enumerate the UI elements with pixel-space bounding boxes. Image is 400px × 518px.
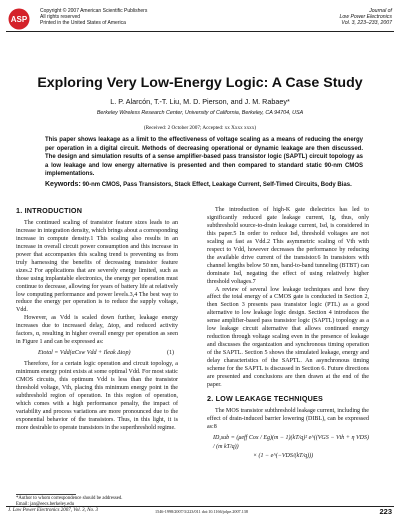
header-rule bbox=[6, 31, 394, 32]
page-number: 223 bbox=[379, 507, 392, 516]
footer-journal: J. Low Power Electronics 2007, Vol. 3, No. 3 bbox=[8, 508, 98, 513]
equation-1 bbox=[16, 347, 178, 361]
equation-2 bbox=[207, 432, 369, 463]
section-heading-intro: 1. INTRODUCTION bbox=[16, 206, 83, 215]
keywords-label: Keywords: bbox=[45, 181, 81, 188]
footnote-email: Email: jan@eecs.berkeley.edu bbox=[16, 501, 75, 507]
copyright-line: Copyright © 2007 American Scientific Publishers bbox=[40, 8, 148, 14]
affiliation: Berkeley Wireless Research Center, University of California, Berkeley, CA 94704, USA bbox=[96, 110, 304, 116]
journal-line1: Journal of bbox=[369, 8, 392, 14]
equation-2-line1: ID,sub = (μeff Cox / Eg)(m − 1)(kT/q)² e^((VGS − Vth + η VDS) / (m kT/q)) bbox=[213, 434, 369, 450]
journal-line2: Low Power Electronics bbox=[339, 14, 392, 21]
section-heading-leakage: 2. LOW LEAKAGE TECHNIQUES bbox=[207, 393, 324, 403]
intro-paragraph-1: The continued scaling of transistor feature sizes leads to an increase in integration density, which brings about a corresponding increase in compute density.1 This scaling also results in an increase in overall circuit power consumption and this increase in power that accompanies this scaling trend is preventing us from truly harnessing the benefits of decreasing transistor feature sizes.2 For applications that are severely energy limited, such as those using implantable electronics, the energy per operation must continue to decrease, allowing for years of battery life at relatively low computing performance and power levels.3,4 The best way to reduce the energy per operation is to reduce the supply voltage, Vdd. bbox=[16, 219, 178, 314]
equation-2-line2: × (1 − e^(−VDS/(kT/q))) bbox=[253, 452, 314, 459]
intro-paragraph-3: Therefore, for a certain logic operation and circuit topology, a minimum energy point exists at some optimal Vdd. For most static CMOS circuits, this optimum Vdd is less than the transistor threshold voltage, Vth, placing this minimum energy point in the subthreshold region of operation. In this region of operation, which comes with a high performance penalty, the impact of variability and process variations are more pronounced due to the exponential behavior of the transistors. Thus, in this light, it is more desirable to operate transistors in the superthreshold regime. bbox=[16, 361, 178, 431]
journal-volume: Vol. 3, 223–233, 2007 bbox=[341, 20, 392, 27]
received-dates: (Received: 2 October 2007; Accepted: xx Xxxx xxxx) bbox=[143, 125, 257, 131]
author-list: L. P. Alarcón, T.-T. Liu, M. D. Pierson, and J. M. Rabaey* bbox=[110, 97, 290, 106]
intro-paragraph-2: However, as Vdd is scaled down further, leakage energy increases due to increased delay, Δtop, and reduced activity factors, α, resulting in higher overall energy per operation as seen in Figure 1 and can be expressed as: bbox=[16, 315, 178, 346]
leakage-paragraph-1: The MOS transistor subthreshold leakage current, including the effect of drain-induced barrier lowering (DIBL), can be expressed as:8 bbox=[207, 407, 369, 430]
paper-title: Exploring Very Low-Energy Logic: A Case Study bbox=[37, 75, 363, 91]
keywords-text: 90-nm CMOS, Pass Transistors, Stack Effect, Leakage Current, Self-Timed Circuits, Body Bias. bbox=[82, 182, 352, 188]
svg-text:ASP: ASP bbox=[10, 14, 28, 24]
right-paragraph-2: A review of several low leakage techniques and how they affect the total energy of a CMOS gate is conducted in Section 2, then Section 3 presents pass transistor logic (PTL) as a good alternative to low leakage logic design. Section 4 introduces the sense amplifier-based pass transistor logic (SAPTL) topology as a low leakage circuit alternative that allows continued energy reduction through voltage scaling even in the presence of leakage and discusses the organization and synchronous timing operation of the SAPTL. Section 5 shows the simulated leakage, energy and delay characteristics of the SAPTL. An asynchronous timing scheme for the SAPTL is discussed in Section 6. Future directions are presented and conclusions are then drawn at the end of the paper. bbox=[207, 286, 369, 388]
left-column bbox=[16, 207, 178, 433]
right-column bbox=[207, 207, 369, 463]
footnote-rule bbox=[16, 494, 76, 495]
footer-ids: 1546-1998/2007/3/223/011 doi:10.1166/jolpe.2007.138 bbox=[155, 509, 248, 514]
equation-1-body: Etotal = Vdd(αCsw Vdd + Ileak Δtop) bbox=[38, 350, 131, 357]
right-paragraph-1: The introduction of high-K gate dielectrics has led to significantly reduced gate leakage current, Ig, thus, only subthreshold source-to-drain leakage current, Isd, is considered in this paper.5 In order to reduce Isd, threshold voltages are not scaling as fast as Vdd.2 This asymmetric scaling of Vth with respect to Vdd, however decreases the performance by reducing the available drive current of the transistor.6 In transistors with channel lengths below 50 nm, band-to-band tunneling (BTBT) can dominate Isd, negating the effect of using relatively higher threshold voltages.7 bbox=[207, 207, 369, 285]
rights-line: All rights reserved bbox=[40, 14, 81, 21]
abstract: This paper shows leakage as a limit to the effectiveness of voltage scaling as a means of reducing the energy per operation in a digital circuit. Methods of decreasing operational or dynamic leakage are then discussed. The design and simulation results of a sense amplifier-based pass transistor logic (SAPTL) circuit topology as a low leakage and low energy alternative is presented and then compared to standard static 90-nm CMOS implementations. bbox=[45, 137, 363, 178]
keywords bbox=[45, 181, 363, 189]
copyright-block bbox=[40, 8, 147, 27]
printed-line: Printed in the United States of America bbox=[40, 20, 126, 27]
publisher-logo bbox=[6, 8, 36, 30]
footnote-text: *Author to whom correspondence should be addressed. bbox=[16, 496, 123, 501]
journal-block bbox=[340, 8, 392, 27]
equation-1-number: (1) bbox=[166, 350, 174, 357]
footer-rule bbox=[6, 506, 394, 507]
